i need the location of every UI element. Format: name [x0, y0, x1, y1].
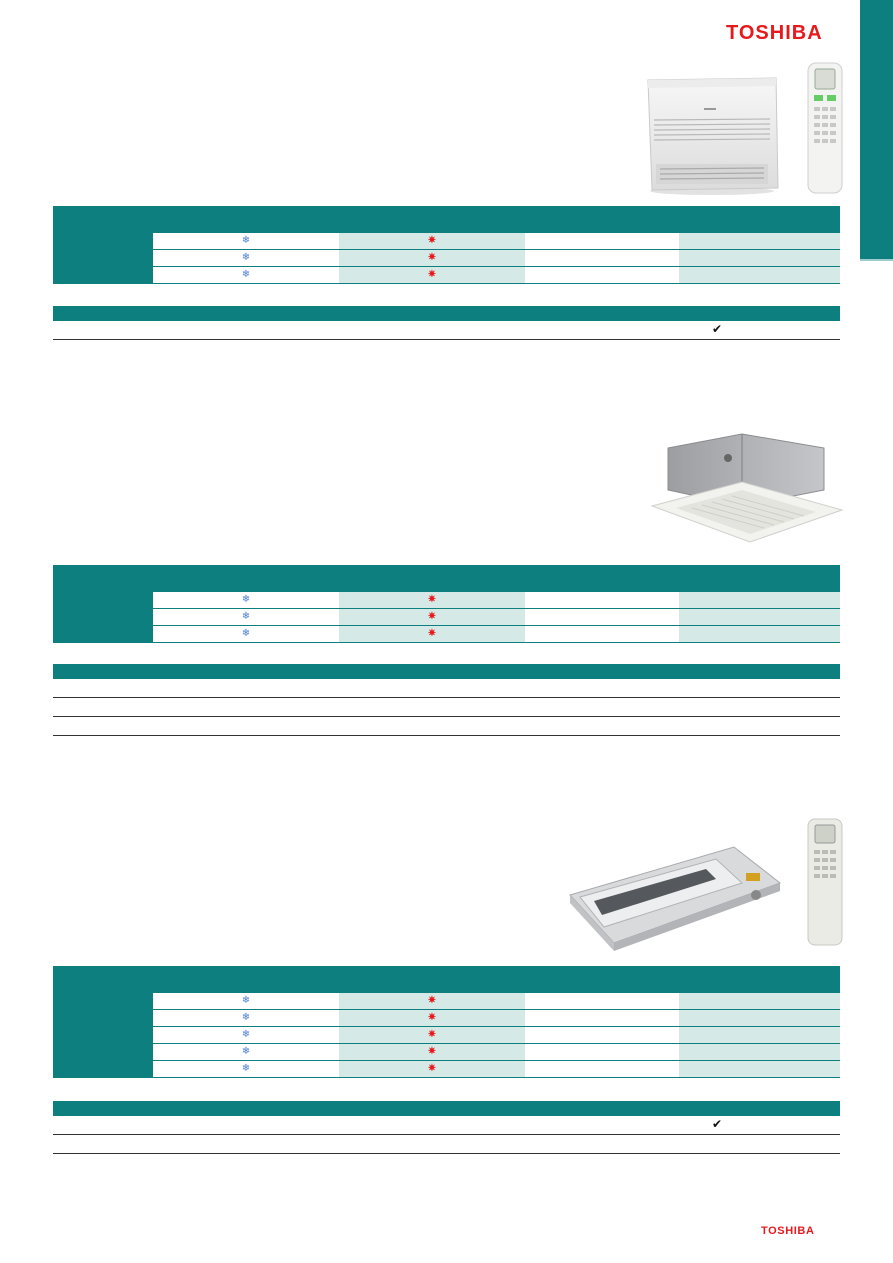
table-row	[53, 1027, 840, 1044]
table-row	[53, 717, 840, 736]
spec-table-floor-console	[53, 206, 840, 284]
table-row	[53, 679, 840, 698]
options-table-ducted	[53, 1101, 840, 1154]
table-row	[53, 1044, 840, 1061]
options-table-header	[53, 664, 840, 679]
spec-table-header	[53, 966, 840, 993]
table-row	[53, 1116, 840, 1135]
sun-icon: ✷	[427, 269, 437, 280]
sun-icon: ✷	[427, 1029, 437, 1040]
table-row	[53, 250, 840, 267]
sun-icon: ✷	[427, 1046, 437, 1057]
snowflake-icon: ❄	[241, 995, 251, 1006]
cassette-unit-image	[646, 428, 844, 544]
table-row	[53, 592, 840, 609]
table-row	[53, 321, 840, 340]
options-table-cassette	[53, 664, 840, 736]
snowflake-icon: ❄	[241, 611, 251, 622]
table-row	[53, 609, 840, 626]
snowflake-icon: ❄	[241, 235, 251, 246]
spec-table-ducted	[53, 966, 840, 1078]
spec-table-header	[53, 206, 840, 233]
sun-icon: ✷	[427, 594, 437, 605]
ducted-unit-image	[566, 843, 786, 953]
footer-brand-logo: TOSHIBA	[761, 1225, 815, 1237]
table-row	[53, 1061, 840, 1078]
options-table-floor-console	[53, 306, 840, 340]
chapter-tab-edge	[860, 259, 893, 261]
check-icon: ✔	[712, 1117, 723, 1131]
snowflake-icon: ❄	[241, 1046, 251, 1057]
snowflake-icon: ❄	[241, 1063, 251, 1074]
options-table-header	[53, 1101, 840, 1116]
table-row	[53, 233, 840, 250]
snowflake-icon: ❄	[241, 1029, 251, 1040]
remote-controller-image	[806, 818, 844, 948]
chapter-tab	[860, 0, 893, 259]
options-table-header	[53, 306, 840, 321]
sun-icon: ✷	[427, 628, 437, 639]
table-row	[53, 1135, 840, 1154]
table-row	[53, 626, 840, 643]
table-row	[53, 267, 840, 284]
sun-icon: ✷	[427, 611, 437, 622]
sun-icon: ✷	[427, 1012, 437, 1023]
snowflake-icon: ❄	[241, 594, 251, 605]
table-row	[53, 1010, 840, 1027]
sun-icon: ✷	[427, 995, 437, 1006]
table-row	[53, 698, 840, 717]
table-row	[53, 993, 840, 1010]
spec-table-cassette	[53, 565, 840, 643]
brand-logo: TOSHIBA	[726, 22, 823, 44]
floor-console-unit-image	[640, 72, 782, 196]
snowflake-icon: ❄	[241, 252, 251, 263]
snowflake-icon: ❄	[241, 1012, 251, 1023]
remote-controller-image	[806, 62, 844, 196]
sun-icon: ✷	[427, 1063, 437, 1074]
check-icon: ✔	[712, 322, 723, 336]
spec-table-header	[53, 565, 840, 592]
sun-icon: ✷	[427, 235, 437, 246]
sun-icon: ✷	[427, 252, 437, 263]
snowflake-icon: ❄	[241, 628, 251, 639]
snowflake-icon: ❄	[241, 269, 251, 280]
